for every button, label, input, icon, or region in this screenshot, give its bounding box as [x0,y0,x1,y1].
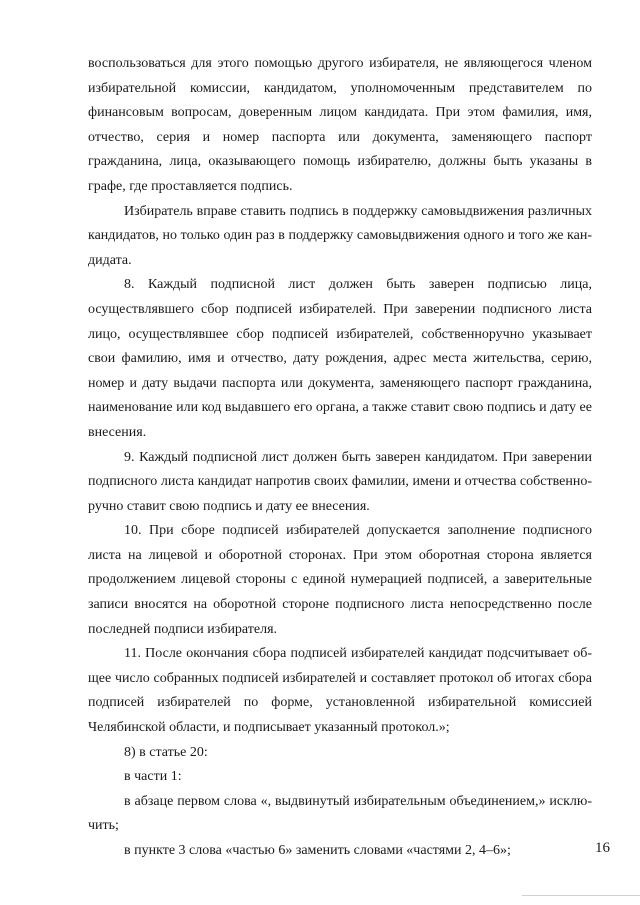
scan-edge-divider [522,895,640,896]
page-number: 16 [595,840,610,856]
paragraph-continuation: воспользоваться для этого помощью другого избирателя, не являющегося членом избирательной комиссии, кандидатом, уполномоченным представителем по финансовым вопросам, доверенным лицом кандидата. При этом фамилия, имя, отчество, серия и номер паспорта или документа, заменяющего паспорт гражданина, лица, оказывающего помощь избирателю, должны быть указаны в графе, где проставляется подпись. [88,56,592,194]
paragraph-point-3: в пункте 3 слова «частью 6» заменить словами «частями 2, 4–6»; [124,843,511,858]
paragraph-item-10: 10. При сборе подписей избирателей допускается заполнение подписного листа на лицевой и оборотной сторонах. При этом оборотная сторона является продолжением лицевой стороны с единой нумерацией подписей, а заверительные записи вносятся на оборотной стороне подписного листа непосредственно после последней подписи избирателя. [88,523,592,637]
paragraph-first-abzac: в абзаце первом слова «, выдвинутый избирательным объединением,» исключить; [88,793,592,834]
paragraph-item-8: 8. Каждый подписной лист должен быть заверен подписью лица, осуществлявшего сбор подписей избирателей. При заверении подписного листа лицо, осуществлявшее сбор подписей избирателей, собственноручно указывает свои фамилию, имя и отчество, дату рождения, адрес места жительства, серию, номер и дату выдачи паспорта или документа, заменяющего паспорт гражданина, наименование или код выдавшего его органа, а также ставит свою подпись и дату ее внесения. [88,277,592,440]
paragraph-item-11: 11. После окончания сбора подписей избирателей кандидат подсчитывает общее число собранных подписей избирателей и составляет протокол об итогах сбора подписей избирателей по форме, установленной избирательной комиссией Челябинской области, и подписывает указанный протокол.»; [88,646,592,736]
paragraph-article-20: 8) в статье 20: [124,744,208,760]
document-body [88,52,592,864]
paragraph-part-1: в части 1: [124,769,182,785]
paragraph-signature-rule: Избиратель вправе ставить подпись в поддержку самовыдвижения различных кандидатов, но только один раз в поддержку самовыдвижения одного и того же кандидата. [88,203,592,268]
paragraph-item-9: 9. Каждый подписной лист должен быть заверен кандидатом. При заверении подписного листа кандидат напротив своих фамилии, имени и отчества собственноручно ставит свою подпись и дату ее внесения. [88,449,592,514]
